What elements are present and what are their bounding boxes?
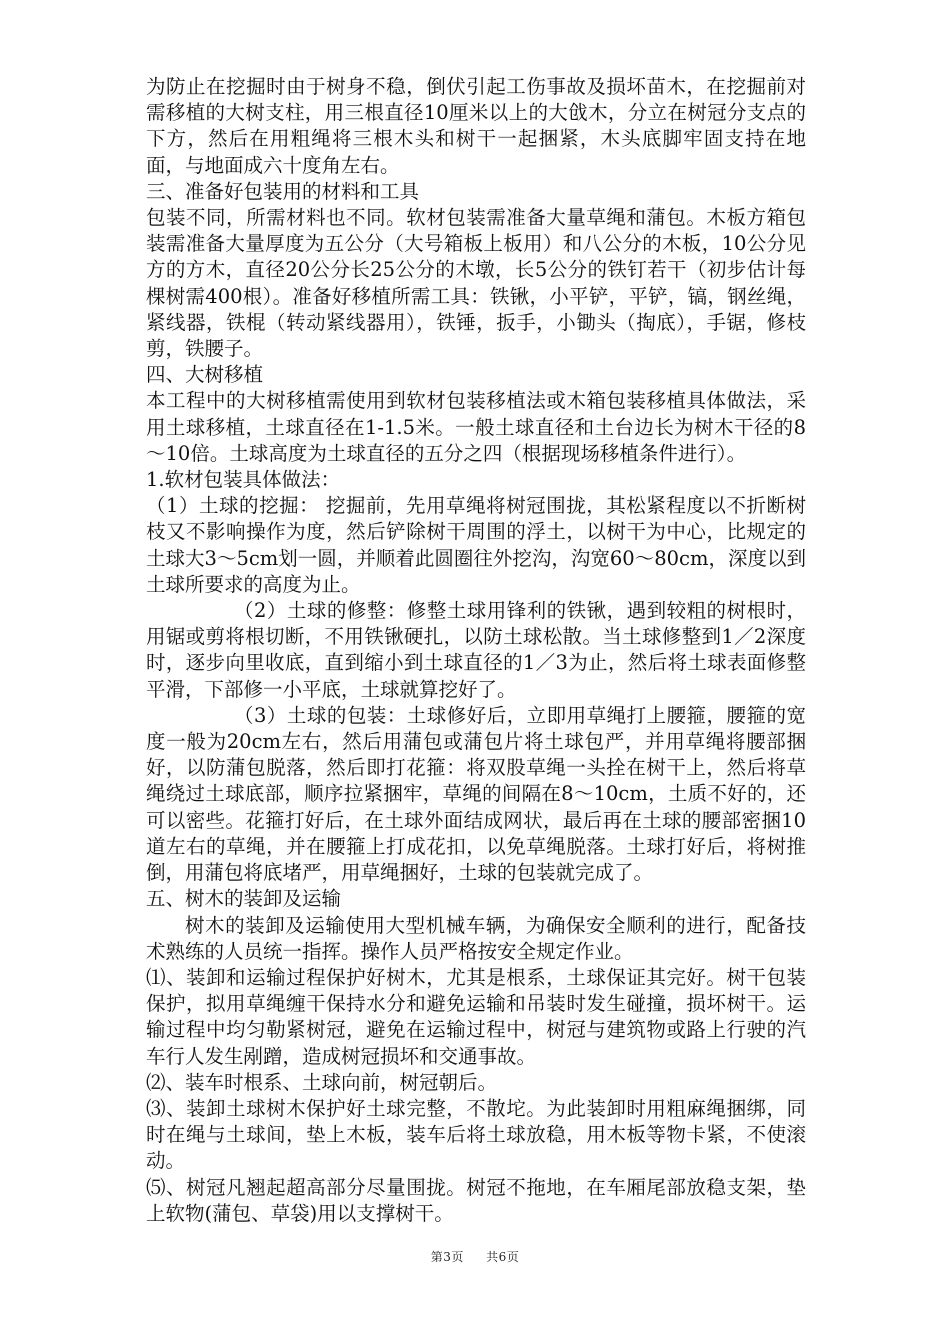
paragraph-transplant-method: 本工程中的大树移植需使用到软材包装移植法或木箱包装移植具体做法，采用土球移植，土球直径在1-1.5米。一般土球直径和土台边长为树木干径的8～10倍。土球高度为土球直径的五分之四（根据现场移植条件进行）。 (146, 389, 806, 465)
paragraph-step-digging: （1）土球的挖掘： 挖掘前，先用草绳将树冠围拢，其松紧程度以不折断树枝又不影响操作为度，然后铲除树干周围的浮土，以树干为中心，比规定的土球大3～5cm划一圆，并顺着此圆圈往外挖沟，沟宽60～80cm，深度以到土球所要求的高度为止。 (146, 494, 806, 596)
page-footer (0, 1248, 950, 1265)
section-heading-transport: 五、树木的装卸及运输 (146, 887, 342, 911)
list-item-transport-1: ⑴、装卸和运输过程保护好树木，尤其是根系，土球保证其完好。树干包装保护，拟用草绳缠干保持水分和避免运输和吊装时发生碰撞，损坏树干。运输过程中均匀勒紧树冠，避免在运输过程中，树冠与建筑物或路上行驶的汽车行人发生剐蹭，造成树冠损坏和交通事故。 (146, 965, 806, 1068)
page-total: 共6页 (486, 1250, 520, 1264)
paragraph-materials: 包装不同，所需材料也不同。软材包装需准备大量草绳和蒲包。木板方箱包装需准备大量厚度为五公分（大号箱板上板用）和八公分的木板，10公分见方的方木，直径20公分长25公分的木墩，长5公分的铁钉若干（初步估计每棵树需400根）。准备好移植所需工具：铁锹，小平铲，平铲，镐，钢丝绳，紧线器，铁棍（转动紧线器用），铁锤，扳手，小锄头（掏底），手锯，修枝剪，铁腰子。 (146, 206, 806, 361)
paragraph-support-posts: 为防止在挖掘时由于树身不稳，倒伏引起工伤事故及损坏苗木，在挖掘前对需移植的大树支柱，用三根直径10厘米以上的大戗木，分立在树冠分支点的下方，然后在用粗绳将三根木头和树干一起捆紧，木头底脚牢固支持在地面，与地面成六十度角左右。 (146, 75, 806, 177)
page-number: 第3页 (430, 1250, 464, 1264)
list-item-transport-3: ⑶、装卸土球树木保护好土球完整，不散坨。为此装卸时用粗麻绳捆绑，同时在绳与土球间，垫上木板，装车后将土球放稳，用木板等物卡紧，不使滚动。 (146, 1096, 806, 1173)
paragraph-step-trimming: （2）土球的修整：修整土球用锋利的铁锹，遇到较粗的树根时，用锯或剪将根切断，不用铁锹硬扎，以防土球松散。当土球修整到1／2深度时，逐步向里收底，直到缩小到土球直径的1／3为止，然后将土球表面修整平滑，下部修一小平底，土球就算挖好了。 (146, 599, 806, 701)
list-item-transport-2: ⑵、装车时根系、土球向前，树冠朝后。 (146, 1070, 498, 1094)
paragraph-transport-intro: 树木的装卸及运输使用大型机械车辆，为确保安全顺利的进行，配备技术熟练的人员统一指挥。操作人员严格按安全规定作业。 (146, 913, 806, 963)
paragraph-step-wrapping: （3）土球的包装：土球修好后，立即用草绳打上腰箍，腰箍的宽度一般为20cm左右，然后用蒲包或蒲包片将土球包严，并用草绳将腰部捆好，以防蒲包脱落，然后即打花箍：将双股草绳一头拴在树干上，然后将草绳绕过土球底部，顺序拉紧捆牢，草绳的间隔在8～10cm，土质不好的，还可以密些。花箍打好后，在土球外面结成网状，最后再在土球的腰部密捆10道左右的草绳，并在腰箍上打成花扣，以免草绳脱落。土球打好后，将树推倒，用蒲包将底堵严，用草绳捆好，土球的包装就完成了。 (146, 703, 806, 885)
section-heading-materials: 三、准备好包装用的材料和工具 (146, 179, 420, 203)
section-heading-transplant: 四、大树移植 (146, 363, 264, 387)
list-item-transport-5: ⑸、树冠凡翘起超高部分尽量围拢。树冠不拖地，在车厢尾部放稳支架，垫上软物(蒲包、草袋)用以支撑树干。 (146, 1175, 806, 1225)
document-body (146, 74, 806, 1227)
subheading-soft-wrap: 1.软材包装具体做法： (146, 468, 341, 492)
